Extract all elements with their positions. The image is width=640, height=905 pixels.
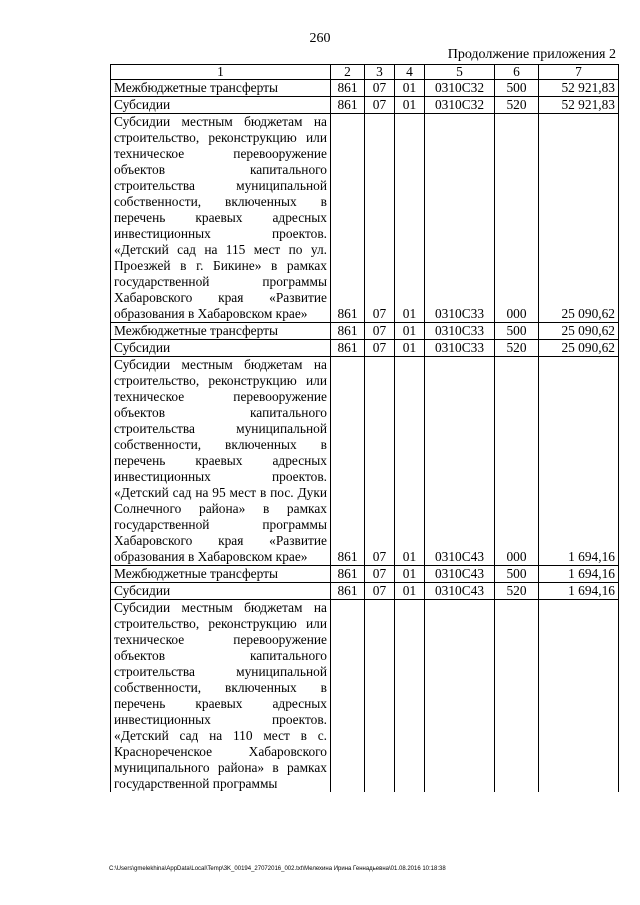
table-row xyxy=(111,323,619,340)
table-header-row xyxy=(111,65,619,80)
column-header: 3 xyxy=(365,65,395,80)
cell-target-item: 0310С33 xyxy=(425,114,495,323)
cell-amount: 52 921,83 xyxy=(539,80,619,97)
cell-amount: 25 090,62 xyxy=(539,323,619,340)
cell-ministry: 861 xyxy=(331,323,365,340)
cell-ministry: 861 xyxy=(331,114,365,323)
cell-ministry: 861 xyxy=(331,97,365,114)
cell-ministry: 861 xyxy=(331,357,365,566)
column-header: 6 xyxy=(495,65,539,80)
row-name: Субсидии местным бюджетам на строительство, реконструкцию или техническое перевооружение объектов капитального строительства муниципальной собственности, включенных в перечень краевых адресных инвестиционных проектов. «Детский сад на 110 мест в с. Краснореченское Хабаровского муниципального района» в рамках государственной программы xyxy=(111,600,331,793)
cell-ministry: 861 xyxy=(331,566,365,583)
cell-target-item: 0310С32 xyxy=(425,97,495,114)
row-name: Межбюджетные трансферты xyxy=(111,323,331,340)
table-row xyxy=(111,80,619,97)
column-header: 7 xyxy=(539,65,619,80)
cell-section: 07 xyxy=(365,80,395,97)
cell-subsection: 01 xyxy=(395,357,425,566)
cell-ministry: 861 xyxy=(331,583,365,600)
cell-expense-type: 520 xyxy=(495,583,539,600)
cell-amount: 52 921,83 xyxy=(539,97,619,114)
cell-section: 07 xyxy=(365,583,395,600)
table-row xyxy=(111,340,619,357)
cell-amount: 1 694,16 xyxy=(539,566,619,583)
row-name: Субсидии xyxy=(111,97,331,114)
cell-ministry xyxy=(331,600,365,793)
cell-ministry: 861 xyxy=(331,80,365,97)
row-name: Межбюджетные трансферты xyxy=(111,80,331,97)
file-path-footer: C:\Users\gmelekhina\AppData\Local\Temp\3K_00194_27072016_002.txt\Мелехина Ирина Геннадьевна\01.08.2016 10:18:38 xyxy=(109,866,446,872)
cell-expense-type: 000 xyxy=(495,357,539,566)
cell-expense-type: 520 xyxy=(495,97,539,114)
cell-section: 07 xyxy=(365,323,395,340)
cell-target-item: 0310С33 xyxy=(425,340,495,357)
cell-expense-type: 500 xyxy=(495,566,539,583)
page-number: 260 xyxy=(309,31,331,46)
column-header: 1 xyxy=(111,65,331,80)
cell-amount: 25 090,62 xyxy=(539,340,619,357)
cell-amount: 1 694,16 xyxy=(539,357,619,566)
cell-subsection: 01 xyxy=(395,583,425,600)
cell-target-item xyxy=(425,600,495,793)
cell-subsection: 01 xyxy=(395,80,425,97)
row-name: Межбюджетные трансферты xyxy=(111,566,331,583)
cell-section: 07 xyxy=(365,566,395,583)
column-header: 2 xyxy=(331,65,365,80)
cell-amount: 1 694,16 xyxy=(539,583,619,600)
row-name: Субсидии xyxy=(111,340,331,357)
cell-expense-type xyxy=(495,600,539,793)
cell-expense-type: 500 xyxy=(495,323,539,340)
cell-section: 07 xyxy=(365,340,395,357)
cell-target-item: 0310С33 xyxy=(425,323,495,340)
cell-amount xyxy=(539,600,619,793)
cell-section: 07 xyxy=(365,114,395,323)
cell-target-item: 0310С43 xyxy=(425,566,495,583)
cell-subsection xyxy=(395,600,425,793)
cell-target-item: 0310С43 xyxy=(425,357,495,566)
cell-target-item: 0310С32 xyxy=(425,80,495,97)
cell-section xyxy=(365,600,395,793)
cell-expense-type: 520 xyxy=(495,340,539,357)
cell-subsection: 01 xyxy=(395,114,425,323)
cell-expense-type: 000 xyxy=(495,114,539,323)
cell-amount: 25 090,62 xyxy=(539,114,619,323)
cell-expense-type: 500 xyxy=(495,80,539,97)
row-name: Субсидии xyxy=(111,583,331,600)
cell-section: 07 xyxy=(365,97,395,114)
row-name: Субсидии местным бюджетам на строительство, реконструкцию или техническое перевооружение объектов капитального строительства муниципальной собственности, включенных в перечень краевых адресных инвестиционных проектов. «Детский сад на 115 мест по ул. Проезжей в г. Бикине» в рамках государственной программы Хабаровского края «Развитие образования в Хабаровском крае» xyxy=(111,114,331,323)
table-row xyxy=(111,114,619,323)
cell-section: 07 xyxy=(365,357,395,566)
table-row xyxy=(111,600,619,793)
column-header: 4 xyxy=(395,65,425,80)
cell-subsection: 01 xyxy=(395,340,425,357)
table-row xyxy=(111,583,619,600)
table-row xyxy=(111,357,619,566)
cell-target-item: 0310С43 xyxy=(425,583,495,600)
cell-subsection: 01 xyxy=(395,566,425,583)
cell-subsection: 01 xyxy=(395,323,425,340)
row-name: Субсидии местным бюджетам на строительство, реконструкцию или техническое перевооружение объектов капитального строительства муниципальной собственности, включенных в перечень краевых адресных инвестиционных проектов. «Детский сад на 95 мест в пос. Дуки Солнечного района» в рамках государственной программы Хабаровского края «Развитие образования в Хабаровском крае» xyxy=(111,357,331,566)
table-row xyxy=(111,97,619,114)
table-row xyxy=(111,566,619,583)
column-header: 5 xyxy=(425,65,495,80)
cell-subsection: 01 xyxy=(395,97,425,114)
cell-ministry: 861 xyxy=(331,340,365,357)
budget-table xyxy=(110,64,619,792)
continuation-label: Продолжение приложения 2 xyxy=(447,47,616,62)
